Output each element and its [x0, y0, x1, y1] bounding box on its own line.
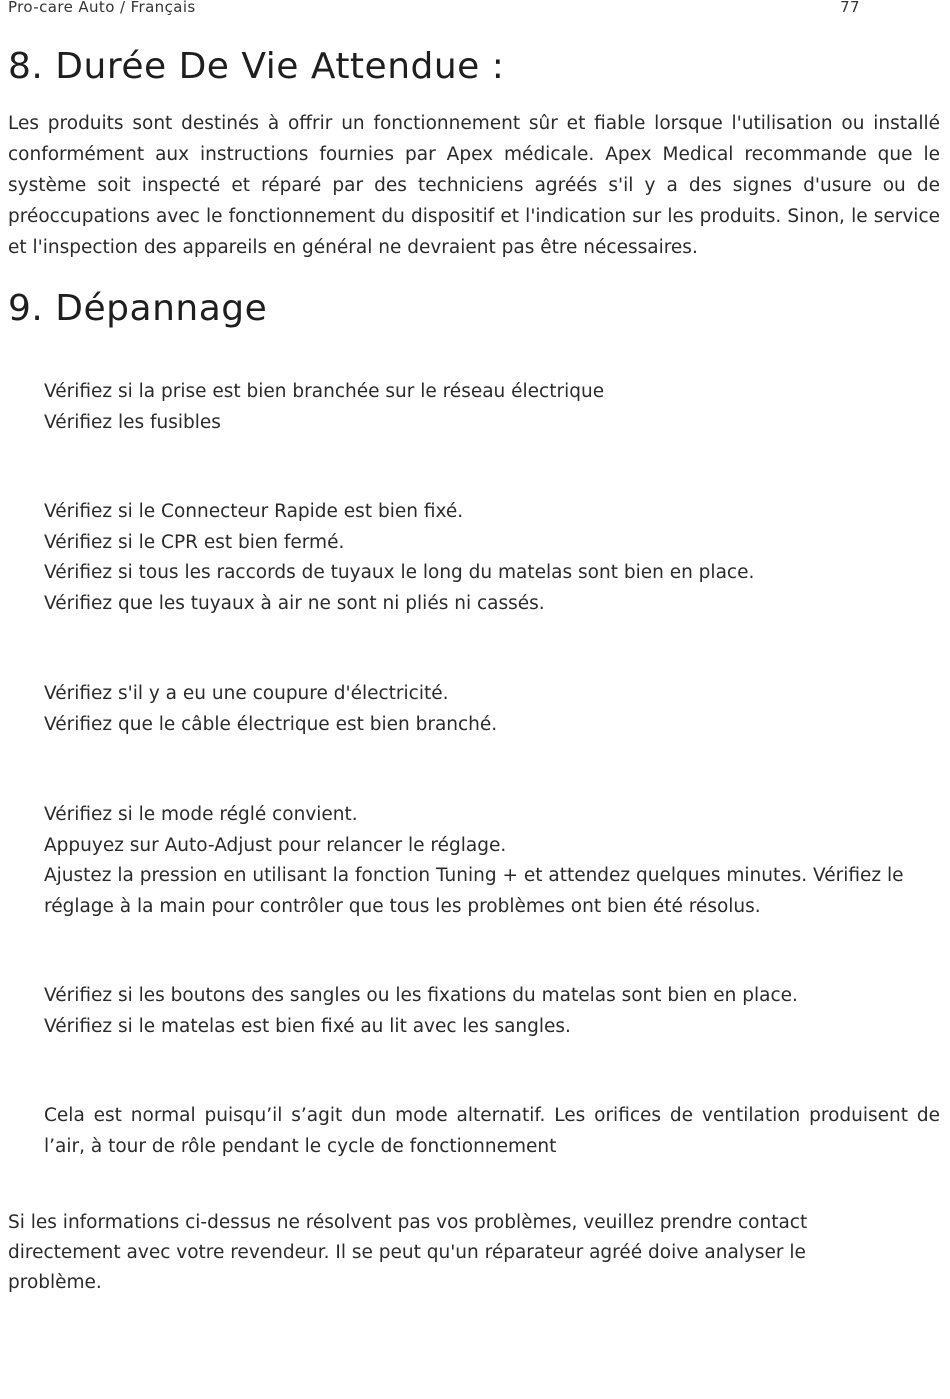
troubleshooting-line: Vérifiez si le mode réglé convient.: [44, 804, 358, 825]
troubleshooting-line: Appuyez sur Auto-Adjust pour relancer le réglage.: [44, 834, 507, 856]
section-8-body: Les produits sont destinés à offrir un fonctionnement sûr et fiable lorsque l'utilisation ou installé conformément aux instructions fournies par Apex médicale. Apex Medical recommande que le système soit inspecté et réparé par des techniciens agréés s'il y a des signes d'usure ou de préoccupations avec le fonctionnement du dispositif et l'indication sur les produits. Sinon, le service et l'inspection des appareils en général ne devraient pas être nécessaires.: [8, 113, 940, 258]
troubleshooting-line: Vérifiez que les tuyaux à air ne sont ni pliés ni cassés.: [44, 592, 545, 614]
troubleshooting-line: Ajustez la pression en utilisant la fonction Tuning + et attendez quelques minutes. Vérifiez le réglage à la main pour contrôler que tous les problèmes ont bien été résolus.: [44, 865, 904, 917]
troubleshooting-line: Cela est normal puisqu’il s’agit dun mode alternatif. Les orifices de ventilation produisent de l’air, à tour de rôle pendant le cycle de fonctionnement: [44, 1105, 940, 1157]
troubleshooting-group-mode: [44, 800, 940, 922]
page-number: 77: [840, 0, 860, 16]
troubleshooting-line: Vérifiez si les boutons des sangles ou les fixations du matelas sont bien en place.: [44, 985, 798, 1006]
troubleshooting-group-connections: [44, 497, 940, 619]
troubleshooting-line: Vérifiez si le matelas est bien fixé au lit avec les sangles.: [44, 1015, 571, 1037]
troubleshooting-group-ventilation: [44, 1101, 940, 1162]
troubleshooting-group-straps: [44, 981, 940, 1042]
troubleshooting-group-power: [44, 377, 940, 438]
section-9-title: 9. Dépannage: [8, 288, 268, 329]
troubleshooting-line: Vérifiez que le câble électrique est bien branché.: [44, 713, 498, 735]
troubleshooting-line: Vérifiez si tous les raccords de tuyaux le long du matelas sont bien en place.: [44, 562, 755, 583]
troubleshooting-line: Vérifiez si le CPR est bien fermé.: [44, 531, 345, 553]
troubleshooting-line: Vérifiez s'il y a eu une coupure d'électricité.: [44, 683, 449, 704]
document-name: Pro-care Auto / Français: [8, 0, 196, 16]
troubleshooting-line: Vérifiez si la prise est bien branchée sur le réseau électrique: [44, 381, 605, 402]
page-header: [8, 0, 868, 20]
troubleshooting-line: Vérifiez si le Connecteur Rapide est bien fixé.: [44, 501, 464, 522]
section-8-title: 8. Durée De Vie Attendue :: [8, 46, 505, 87]
troubleshooting-line: Vérifiez les fusibles: [44, 411, 221, 433]
contact-dealer-note: Si les informations ci-dessus ne résolvent pas vos problèmes, veuillez prendre contact directement avec votre revendeur. Il se peut qu'un réparateur agréé doive analyser le problème.: [8, 1212, 808, 1293]
troubleshooting-group-electricity: [44, 679, 940, 740]
